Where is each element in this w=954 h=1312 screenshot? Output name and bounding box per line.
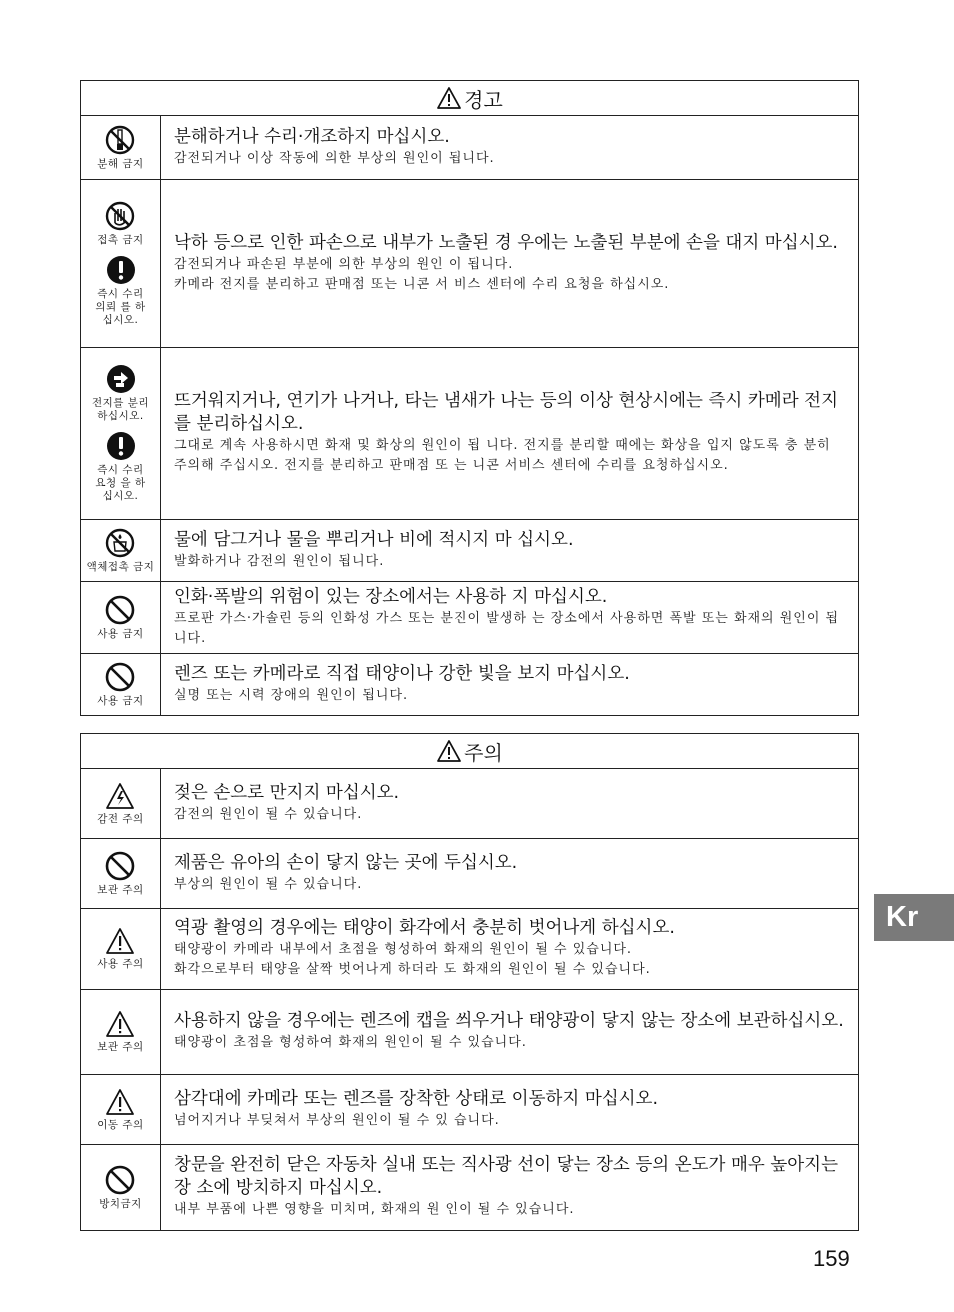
caution-text: 사용하지 않을 경우에는 렌즈에 캡을 씌우거나 태양광이 닿지 않는 장소에 보관하십시오. [174,1011,844,1031]
warning-detail: 감전되거나 이상 작동에 의한 부상의 원인이 됩니다. [174,150,495,166]
warning-text: 뜨거워지거나, 연기가 나거나, 타는 냄새가 나는 등의 이상 현상시에는 즉시 카메라 전지를 분리하십시오. [174,391,838,434]
caution-text: 창문을 완전히 닫은 자동차 실내 또는 직사광 선이 닿는 장소 등의 온도가 매우 높아지는 장 소에 방치하지 마십시오. [174,1155,838,1198]
caution-detail: 감전의 원인이 될 수 있습니다. [174,806,363,822]
caution-row-children [81,838,858,908]
caution-row-car [81,1144,858,1230]
icon-caption: 분해 금지 [97,157,144,170]
caution-section [80,733,859,1231]
icon-caption: 액체접촉 금지 [86,560,155,573]
caution-row-tripod [81,1074,858,1144]
icon-caption: 방치금지 [99,1197,142,1210]
icon-caption: 즉시 수리 의뢰 를 하 십시오. [95,287,146,326]
prohibited-icon [105,851,135,881]
icon-caption: 사용 주의 [97,958,144,970]
warning-triangle-icon [436,739,462,763]
warning-row-water [81,519,858,581]
icon-caption: 이동 주의 [97,1118,144,1131]
prohibited-icon [105,1165,135,1195]
warning-detail: 프로판 가스·가솔린 등의 인화성 가스 또는 분진이 발생하 는 장소에서 사용하면 폭발 또는 화재의 원인이 됩니다. [174,610,840,646]
icon-caption: 접촉 금지 [97,233,144,246]
icon-caption: 보관 주의 [97,1041,144,1053]
no-disassembly-icon [105,125,135,155]
caution-detail: 태양광이 초점을 형성하여 화재의 원인이 될 수 있습니다. [174,1035,527,1050]
page-number: 159 [813,1246,850,1271]
warning-text: 렌즈 또는 카메라로 직접 태양이나 강한 빛을 보지 마십시오. [174,663,630,684]
icon-caption: 사용 금지 [97,694,144,707]
caution-row-wet-hands [81,769,858,838]
warning-row-overheating [81,347,858,519]
warning-row-flammable [81,581,858,653]
caution-text: 제품은 유아의 손이 닿지 않는 곳에 두십시오. [174,852,518,873]
electric-shock-caution-icon [105,782,135,810]
warning-row-exposed-interior [81,179,858,347]
caution-icon [105,1010,135,1038]
exclamation-icon [106,255,136,285]
warning-text: 인화·폭발의 위험이 있는 장소에서는 사용하 지 마십시오. [174,586,608,607]
caution-header [81,734,858,769]
icon-caption: 감전 주의 [97,812,144,825]
icon-caption: 즉시 수리 요청 을 하 십시오. [95,464,146,502]
caution-title: 주의 [464,740,503,765]
caution-detail: 부상의 원인이 될 수 있습니다. [174,876,363,892]
warning-header [81,81,858,116]
warning-detail: 실명 또는 시력 장애의 원인이 됩니다. [174,687,409,703]
icon-caption: 전지를 분리 하십시오. [91,397,150,422]
warning-detail: 발화하거나 감전의 원인이 됩니다. [174,553,385,569]
exclamation-icon [106,431,136,461]
caution-icon [105,927,135,955]
warning-row-sun [81,653,858,715]
caution-row-backlight [81,908,858,989]
warning-text: 물에 담그거나 물을 뿌리거나 비에 적시지 마 십시오. [174,529,574,550]
caution-icon [105,1088,135,1116]
remove-battery-icon [106,364,136,394]
caution-detail: 태양광이 카메라 내부에서 초점을 형성하여 화재의 원인이 될 수 있습니다. 화각으로부터 태양을 살짝 벗어나게 하더라 도 화재의 원인이 될 수 있습니다. [174,942,651,977]
caution-detail: 내부 부품에 나쁜 영향을 미치며, 화재의 원 인이 될 수 있습니다. [174,1202,575,1217]
warning-text: 낙하 등으로 인한 파손으로 내부가 노출된 경 우에는 노출된 부분에 손을 대지 마십시오. [174,232,838,253]
no-touch-icon [105,201,135,231]
caution-row-storage [81,989,858,1074]
caution-text: 역광 촬영의 경우에는 태양이 화각에서 충분히 벗어나게 하십시오. [174,918,675,938]
warning-detail: 감전되거나 파손된 부분에 의한 부상의 원인 이 됩니다. 카메라 전지를 분리하고 판매점 또는 니콘 서 비스 센터에 수리 요청을 하십시오. [174,256,670,292]
warning-title: 경고 [464,87,503,112]
no-liquid-contact-icon [105,528,135,558]
caution-text: 삼각대에 카메라 또는 렌즈를 장착한 상태로 이동하지 마십시오. [174,1088,659,1109]
warning-triangle-icon [436,86,462,110]
icon-caption: 보관 주의 [97,883,144,896]
language-tab: Kr [874,894,954,941]
warning-section [80,80,859,716]
warning-text: 분해하거나 수리·개조하지 마십시오. [174,126,450,147]
caution-text: 젖은 손으로 만지지 마십시오. [174,782,400,803]
prohibited-icon [105,662,135,692]
warning-row-disassembly [81,116,858,179]
warning-detail: 그대로 계속 사용하시면 화재 및 화상의 원인이 됩 니다. 전지를 분리할 때에는 화상을 입지 않도록 충 분히 주의해 주십시오. 전지를 분리하고 판매점 또 는 니콘 서비스 센터에 수리를 요청하십시오. [174,438,831,473]
icon-caption: 사용 금지 [97,627,144,640]
caution-detail: 넘어지거나 부딪쳐서 부상의 원인이 될 수 있 습니다. [174,1112,500,1128]
prohibited-icon [105,595,135,625]
